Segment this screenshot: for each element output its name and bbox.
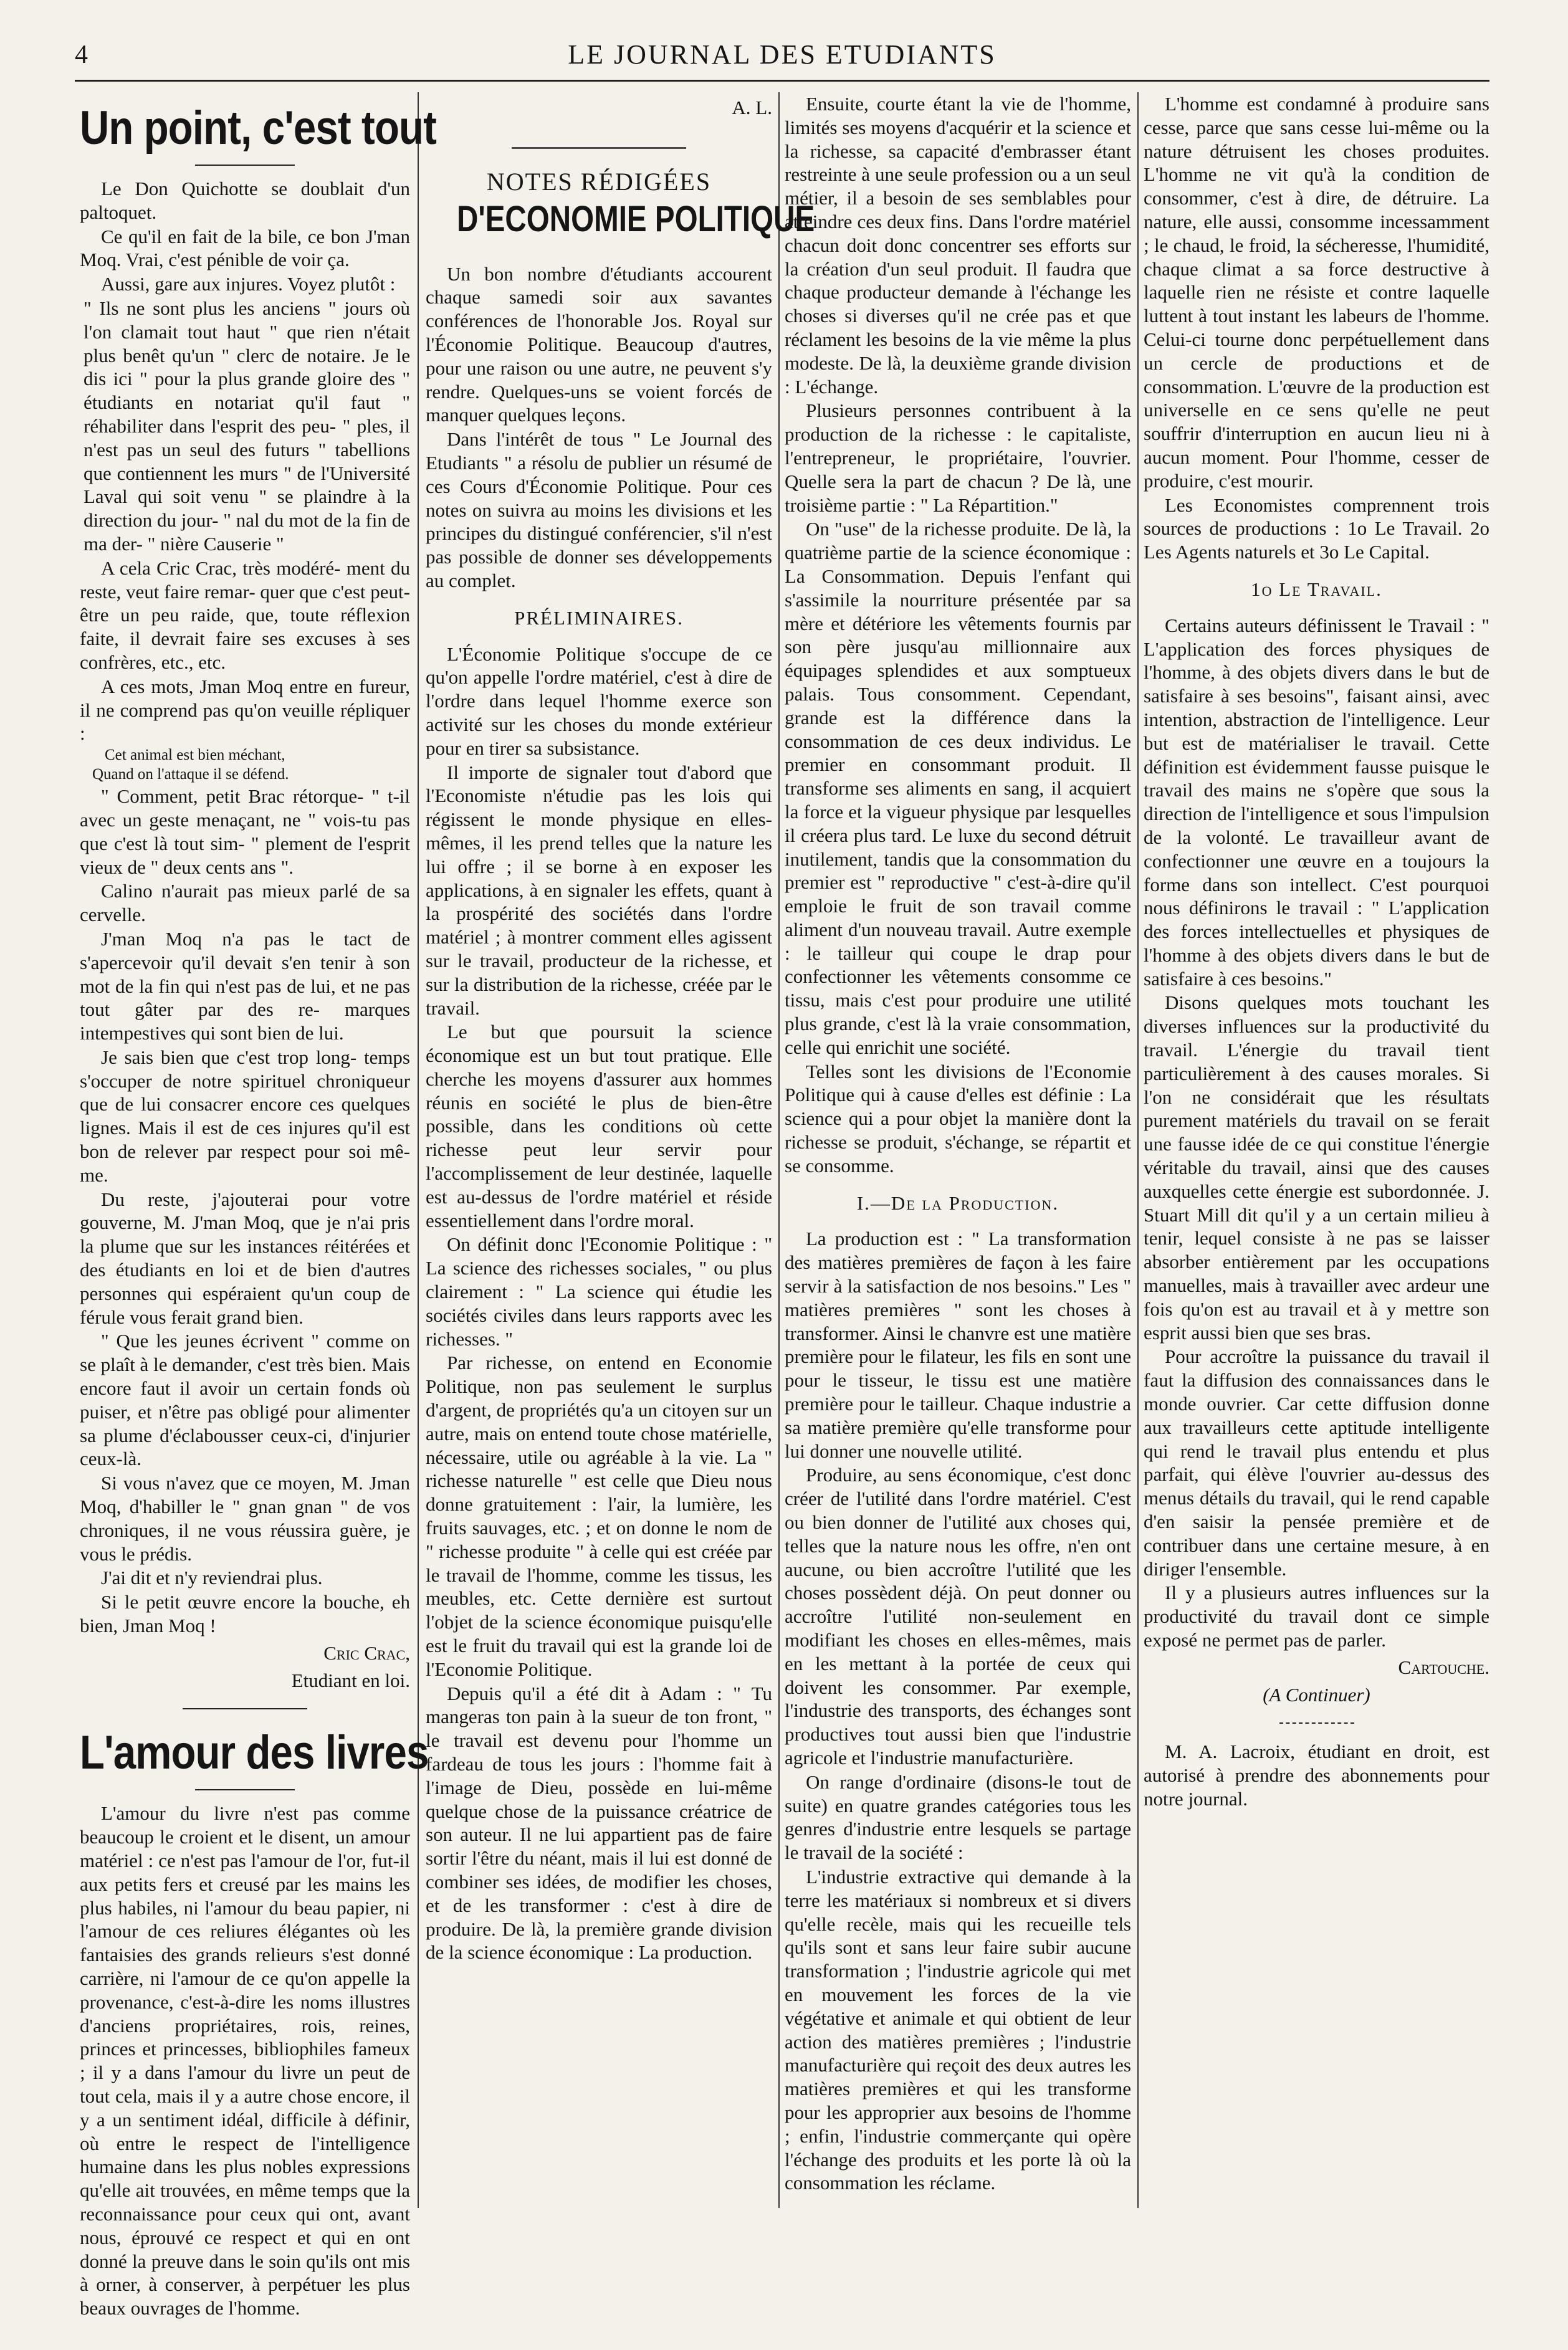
article-paragraph: Produire, au sens économique, c'est donc créer de l'utilité dans l'ordre matériel. C'est ou bien donner de l'utilité aux choses qui, telles que la nature nous les offre, n'en ont aucune, ou bien accroître l'utilité que les choses possèdent déjà. On peut donner ou accroître l'utilité non-seulement en modifiant les choses en elles-mêmes, mais en les mettant à la portée de ceux qui doivent les consommer. Par exemple, l'industrie des transports, des échanges sont productives tout aussi bien que l'industrie agricole et l'industrie manufacturière. bbox=[785, 1464, 1131, 1769]
signature: A. L. bbox=[732, 97, 772, 118]
column-1 bbox=[80, 92, 437, 2319]
subheading: 1o Le Travail. bbox=[1251, 578, 1382, 600]
article-paragraph: On définit donc l'Economie Politique : " La science des richesses sociales, " ou plus clairement : " La science qui étudie les sociétés civiles dans leurs rapports avec les richesses. " bbox=[426, 1233, 772, 1350]
column-3 bbox=[785, 92, 1131, 2208]
article-headline: L'amour des livres bbox=[80, 1726, 429, 1780]
article-paragraph: On "use" de la richesse produite. De là, la quatrième partie de la science économique : La Consommation. Depuis l'enfant qui s'assimile la nourriture présentée par sa mère et détériore les vêtements fournis par son père jusqu'au millionnaire aux équipages splendides et aux somptueux palais. Tous consomment. Cependant, grande est la différence dans la consommation de ces deux individus. Le premier en consommant produit. Il transforme ses aliments en sang, il acquiert la force et la vigueur physique par lesquelles il créera plus tard. Le luxe du second détruit inutilement, tandis que la consommation du premier est " reproductive " c'est-à-dire qu'il emploie le fruit de son travail comme aliment d'un nouveau travail. Autre exemple : le tailleur qui coupe le drap pour confectionner les vêtements consomme ce tissu, mais c'est pour produire une utilité plus grande, c'est là la vraie consommation, celle qui enrichit une société. bbox=[785, 518, 1131, 1058]
article-paragraph: Dans l'intérêt de tous " Le Journal des Etudiants " a résolu de publier un résumé de ces Cours d'Économie Politique. Pour ces notes on suivra au moins les divisions et les principes du distingué conférencier, s'il n'est pas possible de donner ses développements au complet. bbox=[426, 428, 772, 591]
ornamental-divider bbox=[512, 147, 686, 149]
article-paragraph: Par richesse, on entend en Economie Politique, non pas seulement le surplus d'argent, de propriétés qu'a un citoyen sur un autre, mais on entend toute chose matérielle, nécessaire, utile ou agréable à la vie. La " richesse naturelle " est celle que Dieu nous donne gratuitement : l'air, la lumière, les fruits sauvages, etc. ; et on donne le nom de " richesse produite " à celle qui est créée par le travail de l'homme, comme les tissus, les meubles, etc. Cette dernière est surtout l'objet de la science économique puisqu'elle est le fruit du travail qui est la grande loi de l'Economie Politique. bbox=[426, 1352, 772, 1680]
article-paragraph: Si le petit œuvre encore la bouche, eh bien, Jman Moq ! bbox=[80, 1591, 410, 1637]
continued-note: (A Continuer) bbox=[1263, 1683, 1370, 1706]
article-paragraph: Le but que poursuit la science économique est un but tout pratique. Elle cherche les moyens d'assurer aux hommes réunis en société le plus de bien-être possible, dans les conditions où cette richesse peut leur servir pour l'accomplissement de leur destinée, laquelle est au-dessus de l'ordre matériel et réside essentiellement dans l'ordre moral. bbox=[426, 1021, 772, 1231]
article-paragraph: A cela Cric Crac, très modéré- ment du reste, veut faire remar- quer que c'est peut-être un peu raide, que, toute réflexion faite, il devrait faire ses excuses à ses confrères, etc., etc. bbox=[80, 556, 410, 673]
article-paragraph: On range d'ordinaire (disons-le tout de suite) en quatre grandes catégories tous les genres d'industrie entre lesquels se partage le travail de la société : bbox=[785, 1770, 1131, 1864]
article-paragraph: Un bon nombre d'étudiants accourent chaque samedi soir aux savantes conférences de l'honorable Jos. Royal sur l'Économie Politique. Beaucoup d'autres, pour une raison ou une autre, ne peuvent s'y rendre. Quelques-uns se voient forcés de manquer quelques leçons. bbox=[426, 262, 772, 426]
page-header bbox=[75, 36, 1489, 82]
article-paragraph: Telles sont les divisions de l'Economie Politique qui à cause d'elles est définie : La science qui a pour objet la manière dont la richesse se produit, s'échange, se répartit et se consomme. bbox=[785, 1060, 1131, 1177]
article-paragraph: Le Don Quichotte se doublait d'un paltoquet. bbox=[80, 178, 410, 223]
divider bbox=[1279, 1722, 1354, 1724]
column-2 bbox=[426, 92, 815, 2208]
signature-name: Cric Crac, bbox=[323, 1641, 410, 1664]
divider bbox=[183, 1708, 307, 1709]
subheading: PRÉLIMINAIRES. bbox=[514, 606, 684, 629]
column-rule bbox=[418, 92, 419, 2208]
article-paragraph: Ce qu'il en fait de la bile, ce bon J'man Moq. Vrai, c'est pénible de voir ça. bbox=[80, 225, 410, 271]
running-title: LE JOURNAL DES ETUDIANTS bbox=[568, 39, 997, 70]
quoted-passage: " Ils ne sont plus les anciens " jours où l'on clamait tout haut " que rien n'était plus benêt qu'un " clerc de notaire. Je le dis ici " pour la plus grande gloire des " étudiants en notariat qu'il faut " réhabiliter dans l'esprit des peu- " ples, il n'est pas un seul des futurs " tabellions que contiennent les murs " de l'Université Laval qui soit venu " se plaindre à la direction du jour- " nal du mot de la fin de ma der- " nière Causerie " bbox=[84, 297, 410, 555]
article-paragraph: Depuis qu'il a été dit à Adam : " Tu mangeras ton pain à la sueur de ton front, " le travail est devenu pour l'homme un fardeau de tous les jours : l'homme fait à l'image de Dieu, possède en lui-même quelque chose de la puissance créatrice de son auteur. Il ne lui appartient pas de faire sortir l'être du néant, mais il lui est donné de combiner ses idées, de modifier les choses, et de les transformer : c'est à dire de produire. De là, la première grande division de la science économique : La production. bbox=[426, 1682, 772, 1964]
article-paragraph: L'amour du livre n'est pas comme beaucoup le croient et le disent, un amour matériel : ce n'est pas l'amour de l'or, fut-il aux petits fers et creusé par les mains les plus habiles, ni l'amour du beau papier, ni l'amour de ces reliures élégantes où les fantaisies des grands relieurs s'est donné carrière, ni l'amour de ce qu'on appelle la provenance, c'est-à-dire les noms illustres d'anciens propriétaires, rois, reines, princes et princesses, bibliophiles fameux ; il y a dans l'amour du livre un peut de tout cela, mais il y a autre chose encore, il y a un sentiment idéal, difficile à définir, où entre le respect de l'intelligence humaine dans les plus nobles expressions qu'elle ait trouvées, en même temps que la reconnaissance pour ceux qui ont, avant nous, éprouvé ce respect et qui en ont donné la preuve dans le soin qu'ils ont mis à orner, à conserver, à perpétuer les plus beaux ouvrages de l'homme. bbox=[80, 1802, 410, 2319]
section-kicker: NOTES RÉDIGÉES bbox=[486, 167, 712, 196]
article-paragraph: Si vous n'avez que ce moyen, M. Jman Moq, d'habiller le " gnan gnan " de vos chroniques, il ne vous réussira guère, je vous le prédis. bbox=[80, 1472, 410, 1565]
article-paragraph: Je sais bien que c'est trop long- temps s'occuper de notre spirituel chroniqueur que de lui consacrer encore ces quelques lignes. Mais il est de ces injures qu'il est bon de relever par respect pour soi mê- me. bbox=[80, 1046, 410, 1186]
article-paragraph: " Que les jeunes écrivent " comme on se plaît à le demander, c'est très bien. Mais encore faut il avoir un certain fonds où puiser, et n'être pas obligé pour alimenter sa plume d'éclabousser ceux-ci, d'injurier ceux-là. bbox=[80, 1330, 410, 1470]
article-paragraph: Les Economistes comprennent trois sources de productions : 1o Le Travail. 2o Les Agents naturels et 3o Le Capital. bbox=[1144, 494, 1489, 563]
article-paragraph: Aussi, gare aux injures. Voyez plutôt : bbox=[101, 273, 396, 295]
article-paragraph: L'Économie Politique s'occupe de ce qu'on appelle l'ordre matériel, c'est à dire de l'ordre dans lequel l'homme exerce son activité sur les choses du monde extérieur pour en tirer sa subsistance. bbox=[426, 642, 772, 759]
article-paragraph: La production est : " La transformation des matières premières de façon à les faire servir à la satisfaction de nos besoins." Les " matières premières " sont les choses à transformer. Ainsi le chanvre est une matière première pour le filateur, les fils en sont une pour le tisseur, le tissu est une matière première pour le tailleur. Chaque industrie a sa matière première qu'elle transforme pour lui donner une nouvelle utilité. bbox=[785, 1228, 1131, 1462]
article-paragraph: L'homme est condamné à produire sans cesse, parce que sans cesse lui-même ou la nature détruisent les choses produites. L'homme ne vit qu'à la condition de consommer, c'est à dire, de détruire. La nature, elle aussi, consomme incessamment ; le chaud, le froid, la sécheresse, l'humidité, chaque climat a sa force destructive à laquelle rien ne résiste et contre laquelle luttent à tout instant les labeurs de l'homme. Celui-ci tourne donc perpétuellement dans un cercle de productions et de consommation. L'œuvre de la production est universelle en ce sens qu'elle ne peut souffrir d'interruption en aucun lieu ni à aucun moment. Pour l'homme, cesser de produire, c'est mourir. bbox=[1144, 93, 1489, 492]
article-paragraph: Il importe de signaler tout d'abord que l'Economiste n'étudie pas les lois qui régissent le monde physique en elles-mêmes, il les prend telles que la nature les lui offre ; il se borne à en exposer les applications, à en signaler les effets, quant à la prospérité des sociétés dans l'ordre matériel ; à montrer comment elles agissent sur le travail, producteur de la richesse, et sur la distribution de la richesse, créée par le travail. bbox=[426, 761, 772, 1019]
divider bbox=[195, 165, 295, 166]
signature: Cartouche. bbox=[1398, 1656, 1489, 1678]
article-paragraph: " Comment, petit Brac rétorque- " t-il avec un geste menaçant, ne " vois-tu pas que c'est là tout sim- " plement de l'esprit vieux de " deux cents ans ". bbox=[80, 785, 410, 878]
article-paragraph: Plusieurs personnes contribuent à la production de la richesse : le capitaliste, l'entrepreneur, le propriétaire, l'ouvrier. Quelle sera la part de chacun ? De là, une troisième partie : " La Répartition." bbox=[785, 399, 1131, 516]
article-paragraph: L'industrie extractive qui demande à la terre les matériaux si nombreux et si divers qu'elle recèle, mais qui les recueille tels qu'ils sont et sans leur faire subir aucune transformation ; l'industrie agricole qui met en mouvement les forces de la vie végétative et animale et qui obtient de leur action des matières premières ; l'industrie manufacturière qui reçoit des deux autres les matières premières et qui les transforme pour les approprier aux besoins de l'homme ; enfin, l'industrie commerçante qui opère l'échange des produits et les porte là où la consommation les réclame. bbox=[785, 1865, 1131, 2194]
article-paragraph: Disons quelques mots touchant les diverses influences sur la productivité du travail. L'énergie du travail tient particulièrement à des causes morales. Si l'on ne considérait que les résultats purement matériels du travail on se ferait une fausse idée de ce qui constitue l'énergie véritable du travail, ainsi que des causes auxquelles cette énergie est subordonnée. J. Stuart Mill dit qu'il y a un certain milieu à tenir, lequel consiste à ne pas se laisser absorber entièrement par les occupations manuelles, mais à travailler avec ardeur une fois qu'on est au travail et à y mettre son esprit aussi bien que ses bras. bbox=[1144, 991, 1489, 1344]
article-paragraph: Certains auteurs définissent le Travail : " L'application des forces physiques de l'homme, à des objets divers dans le but de satisfaire à ses besoins", faisant ainsi, avec intention, abstraction de l'intelligence. Leur but est de matérialiser le travail. Cette définition est évidemment fausse puisque le travail des mains ne s'opère que sous la direction de l'intelligence et sous l'impulsion de la volonté. Le travailleur avant de confectionner une œuvre en a toujours la forme dans son intellect. C'est pourquoi nous définirons le travail : " L'application des forces intellectuelles et physiques de l'homme à des objets divers dans le but de satisfaire à ces besoins." bbox=[1144, 614, 1489, 990]
verse-line: Quand on l'attaque il se défend. bbox=[92, 766, 289, 783]
article-paragraph: Pour accroître la puissance du travail il faut la diffusion des connaissances dans le monde ouvrier. Car cette diffusion donne aux travailleurs cette aptitude intelligente qui rend le travail plus entendu et plus parfait, qui élève l'ouvrier au-dessus des menus détails du travail, qui le rend capable d'en saisir la pensée première et de contribuer dans une certaine mesure, à en diriger l'ensemble. bbox=[1144, 1345, 1489, 1580]
column-rule bbox=[1137, 92, 1139, 2208]
subheading: I.—De la Production. bbox=[856, 1192, 1059, 1214]
subscription-notice: M. A. Lacroix, étudiant en droit, est autorisé à prendre des abonnements pour notre journal. bbox=[1144, 1741, 1489, 1810]
article-paragraph: A ces mots, Jman Moq entre en fureur, il ne comprend pas qu'on veuille répliquer : bbox=[80, 675, 410, 745]
article-paragraph: Calino n'aurait pas mieux parlé de sa cervelle. bbox=[80, 880, 410, 926]
divider bbox=[195, 1789, 295, 1790]
signature-title: Etudiant en loi. bbox=[291, 1669, 410, 1691]
article-paragraph: J'man Moq n'a pas le tact de s'apercevoir qu'il devait s'en tenir à son mot de la fin qui n'est pas de lui, et ne pas tout gâter par des re- marques intempestives qui sont bien de lui. bbox=[80, 927, 410, 1044]
page-number: 4 bbox=[75, 41, 88, 69]
article-headline: Un point, c'est tout bbox=[80, 102, 437, 155]
verse-line: Cet animal est bien méchant, bbox=[105, 747, 285, 764]
article-paragraph: J'ai dit et n'y reviendrai plus. bbox=[101, 1567, 323, 1589]
article-paragraph: Il y a plusieurs autres influences sur la productivité du travail dont ce simple exposé ne permet pas de parler. bbox=[1144, 1582, 1489, 1651]
article-paragraph: Du reste, j'ajouterai pour votre gouverne, M. J'man Moq, que je n'ai pris la plume que sur les instances réitérées et des étudiants en loi et de bien d'autres personnes qui espéraient qu'un coup de férule vous ferait grand bien. bbox=[80, 1188, 410, 1328]
column-4 bbox=[1144, 92, 1489, 2208]
article-paragraph: Ensuite, courte étant la vie de l'homme, limités ses moyens d'acquérir et la science et la richesse, sa capacité d'embrasser étant restreinte à une seule profession ou a un seul métier, il a besoin de ses semblables pour atteindre ces deux fins. Dans l'ordre matériel chacun doit donc concentrer ses efforts sur la création d'un seul produit. Il faudra que chaque producteur demande à l'échange les choses si diverses qu'il ne crée pas et que réclament les besoins de la vie même la plus modeste. De là, la deuxième grande division : L'échange. bbox=[785, 93, 1131, 398]
section-title: D'ECONOMIE POLITIQUE bbox=[457, 198, 815, 239]
column-rule bbox=[778, 92, 780, 2208]
